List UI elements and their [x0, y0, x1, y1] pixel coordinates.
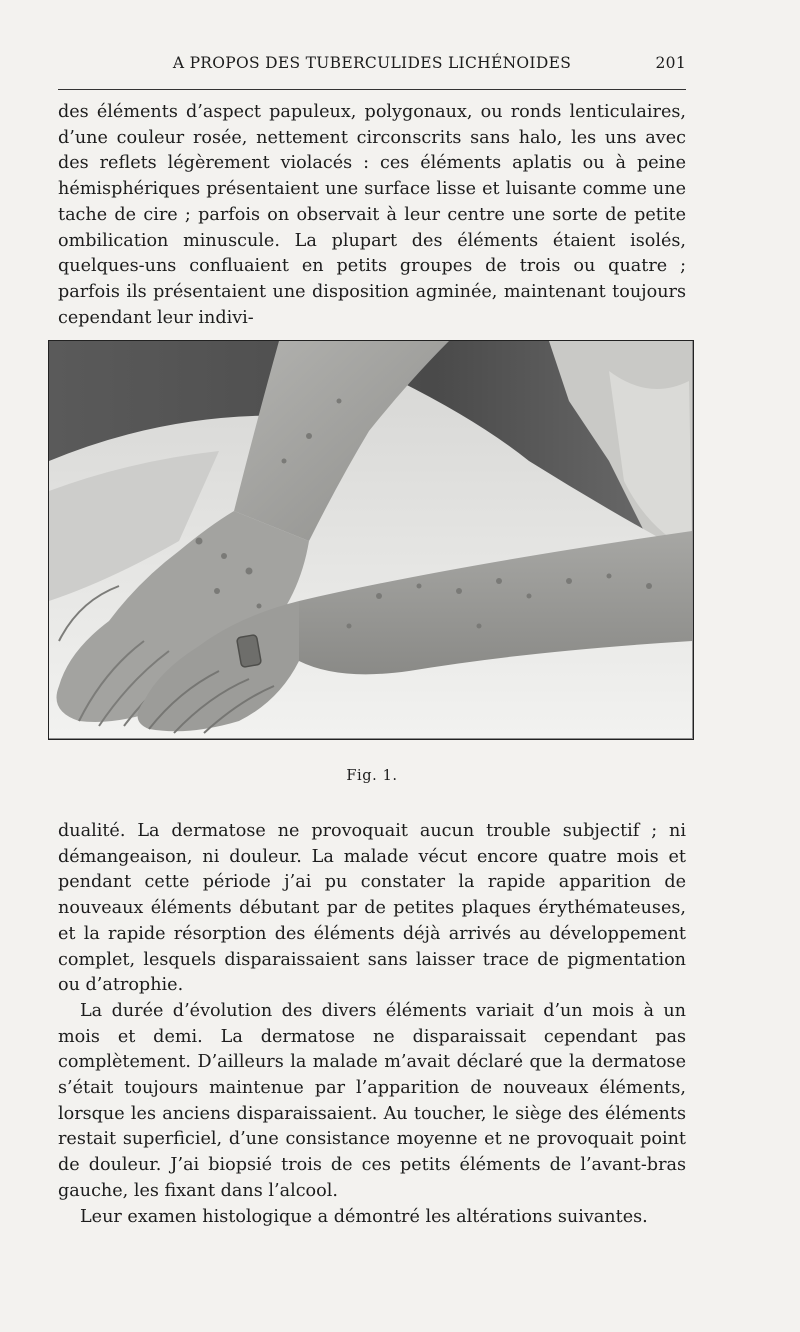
body-text-bottom — [58, 819, 686, 1230]
running-head — [58, 54, 686, 80]
paragraph: des éléments d’aspect papuleux, polygonaux, ou ronds lenticulaires, d’une couleur rosée, nettement circonscrits sans halo, les uns avec des reflets légèrement violacés : ces éléments aplatis ou à peine hémisphériques présentaient une surface lisse et luisante comme une tache de cire ; parfois on observait à leur centre une sorte de petite ombilication minuscule. La plupart des éléments étaient isolés, quelques-uns confluaient en petits groupes de trois ou quatre ; parfois ils présentaient une disposition agminée, maintenant toujours cependant leur indivi- — [58, 102, 686, 328]
hands-photo — [49, 341, 692, 738]
figure-caption: Fig. 1. — [346, 768, 398, 784]
page-number: 201 — [655, 54, 686, 72]
running-title: A PROPOS DES TUBERCULIDES LICHÉNOIDES — [172, 54, 572, 72]
paragraph: dualité. La dermatose ne provoquait aucun trouble subjectif ; ni démangeaison, ni douleur. La malade vécut encore quatre mois et pendant cette période j’ai pu constater la rapide apparition de nouveaux éléments débutant par de petites plaques érythémateuses, et la rapide résorption des éléments déjà arrivés au développement complet, lesquels disparaissaient sans laisser trace de pigmentation ou d’atrophie. — [58, 821, 686, 996]
header-rule — [58, 89, 686, 90]
paragraph: La durée d’évolution des divers éléments variait d’un mois à un mois et demi. La dermatose ne disparaissait cependant pas complètement. D’ailleurs la malade m’avait déclaré que la dermatose s’était toujours maintenue par l’apparition de nouveaux éléments, lorsque les anciens disparaissaient. Au toucher, le siège des éléments restait superficiel, d’une consistance moyenne et ne provoquait point de douleur. J’ai biopsié trois de ces petits éléments de l’avant-bras gauche, les fixant dans l’alcool. — [58, 1000, 686, 1201]
body-text-top — [58, 100, 686, 331]
paragraph: Leur examen histologique a démontré les altérations suivantes. — [80, 1206, 648, 1227]
figure-photograph — [48, 340, 694, 740]
